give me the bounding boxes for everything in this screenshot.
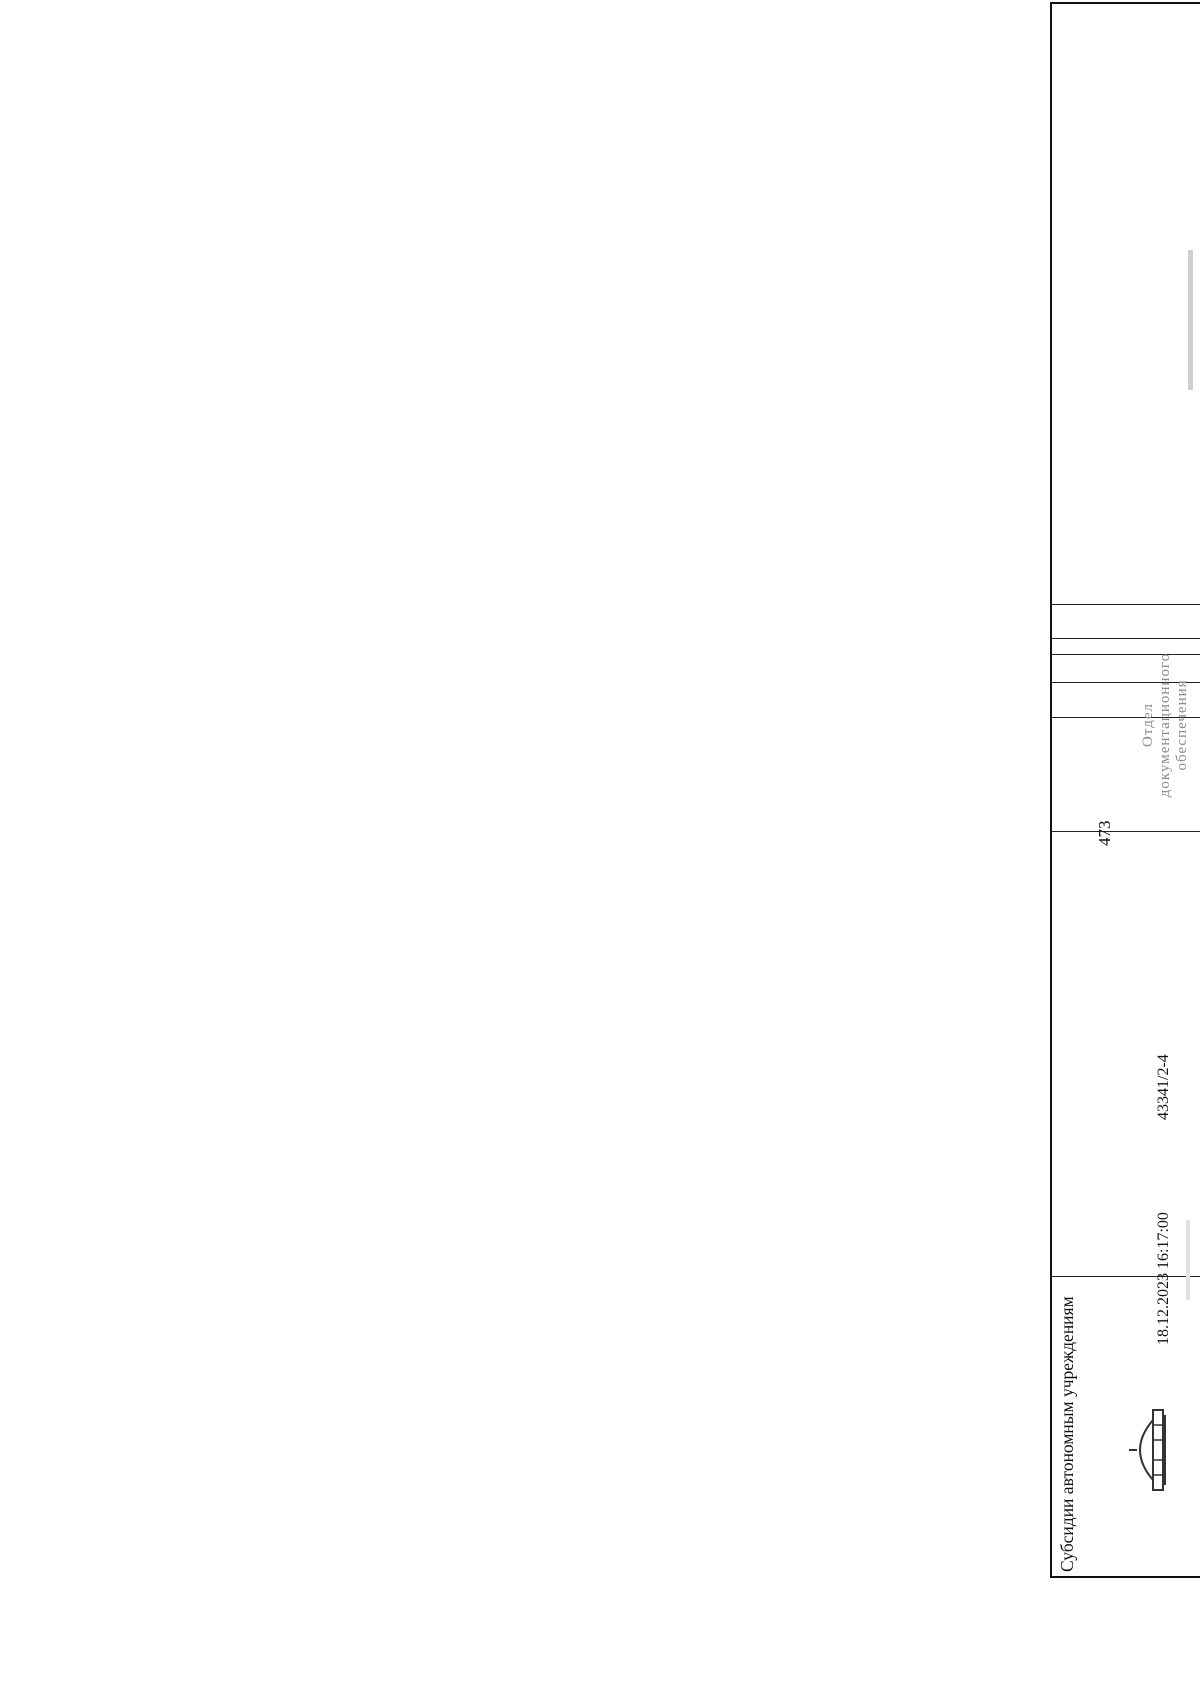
footer-timestamp: 18.12.2023 16:17:00 <box>1155 1212 1172 1345</box>
row-name: Субсидии автономным учреждениям <box>1052 1276 1200 1576</box>
row-amount-3 <box>1052 604 1200 638</box>
department-stamp <box>1140 635 1191 815</box>
footer-doc-code: 43341/2-4 <box>1155 1054 1172 1120</box>
row-ved <box>1052 831 1200 1276</box>
duma-logo-icon <box>1125 1405 1169 1495</box>
scan-artifact <box>1188 250 1193 390</box>
stamp-line-1: Отдел документационного <box>1140 652 1173 798</box>
page-number: 473 <box>1095 820 1114 846</box>
scan-artifact <box>1186 1220 1190 1300</box>
stamp-line-2: обеспечения <box>1174 679 1190 771</box>
